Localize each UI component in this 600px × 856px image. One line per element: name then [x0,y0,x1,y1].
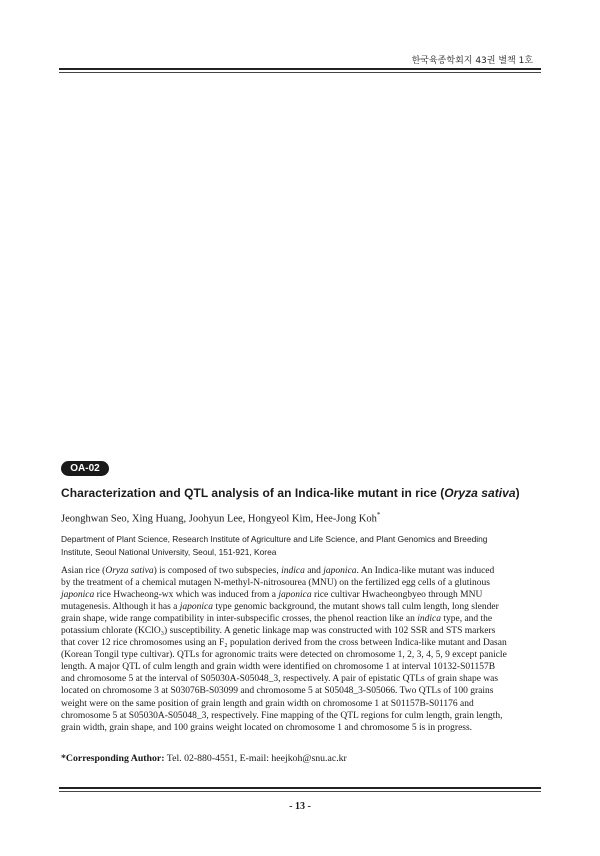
title-close: ) [515,486,520,500]
abstract-line: and chromosome 5 at the interval of S05030A-S05048_3, respectively. A pair of epistatic QTLs of grain shape was [61,674,499,685]
abstract-line: (Korean Tongil type cultivar). QTLs for agronomic traits were detected on chromosome 1, 2, 3, 4, 5, 9 except panicle [61,650,507,661]
abstract-line: grain shape, wide range compatibility in inter-subspecific crosses, the phenol reaction like an indica type, and the [61,614,493,625]
journal-header: 한국육종학회지 43권 별책 1호 [411,56,533,66]
abstract-line: length. A major QTL of culm length and grain width were identified on chromosome 1 at interval 10132-S01157B [61,662,496,673]
abstract-line: japonica rice Hwacheong-wx which was induced from a japonica rice cultivar Hwacheongbyeo through MNU [61,590,483,601]
abstract-line: located on chromosome 3 at S03076B-S03099 and chromosome 5 at S05048_3-S05066. Two QTLs of 100 grains [61,686,494,697]
abstract-line: chromosome 5 at S05030A-S05048_3, respectively. Fine mapping of the QTL regions for culm length, grain length, [61,710,503,721]
corresponding-mark: * [376,511,381,519]
header-rule-thin [59,72,541,73]
abstract-line: grain width, grain shape, and 100 grains weight located on chromosome 1 and chromosome 5 is in progress. [61,722,473,733]
abstract-line: weight were on the same position of grain length and grain width on chromosome 1 at S01157B-S01176 and [61,698,474,709]
corresponding-author [61,753,541,764]
title-species: Oryza sativa [444,486,516,500]
title-main: Characterization and QTL analysis of an Indica-like mutant in rice ( [61,486,445,500]
corresponding-label: *Corresponding Author: [61,753,165,764]
abstract-line: that cover 12 rice chromosomes using an F₂ population derived from the cross between Indica-like mutant and Dasan [61,638,507,649]
author-names: Jeonghwan Seo, Xing Huang, Joohyun Lee, Hongyeol Kim, Hee-Jong Koh [61,513,377,525]
corresponding-contact: Tel. 02-880-4551, E-mail: heejkoh@snu.ac.kr [164,753,347,764]
paper-title [61,486,551,500]
page-number: - 13 - [289,801,311,812]
affiliation-line: Department of Plant Science, Research Institute of Agriculture and Life Science, and Plant Genomics and Breeding [61,534,488,544]
abstract-line: potassium chlorate (KClO₃) susceptibility. A genetic linkage map was constructed with 102 SSR and STS markers [61,626,496,637]
footer-rule [59,787,541,789]
footer-rule-thin [59,791,541,792]
abstract-line: mutagenesis. Although it has a japonica type genomic background, the mutant shows tall culm length, long slender [61,602,499,613]
author-list [61,511,541,525]
header-rule [59,68,541,70]
affiliation [61,533,541,558]
abstract-body [61,565,541,734]
abstract-line: Asian rice (Oryza sativa) is composed of two subspecies, indica and japonica. An Indica-like mutant was induced [61,566,495,576]
abstract-line: by the treatment of a chemical mutagen N-methyl-N-nitrosourea (MNU) on the fertilized egg cells of a glutinous [61,578,490,589]
affiliation-line: Institute, Seoul National University, Seoul, 151-921, Korea [61,546,277,557]
abstract-id-badge: OA-02 [61,461,109,476]
